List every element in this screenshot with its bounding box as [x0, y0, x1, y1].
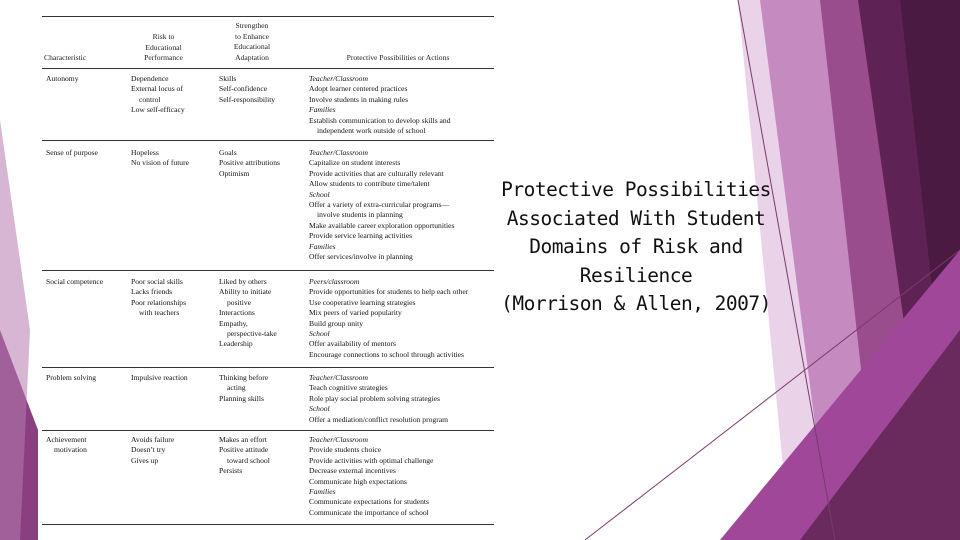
row-autonomy-strengthen: [219, 74, 275, 105]
resilience-table: [38, 0, 498, 530]
cell-line: with teachers: [139, 308, 180, 318]
row-problem-characteristic: Problem solving: [46, 373, 96, 382]
action-item: Communicate expectations for students: [309, 497, 429, 507]
action-item: Provide activities that are culturally relevant: [309, 168, 444, 178]
cell-line: Self-confidence: [219, 84, 268, 94]
cell-line: Gives up: [131, 455, 159, 465]
row-social-characteristic: Social competence: [46, 277, 104, 286]
row-purpose-strengthen: [219, 148, 280, 179]
cell-line: Doesn’t try: [131, 445, 166, 455]
cell-line: Positive attributions: [219, 158, 280, 168]
action-item: Teach cognitive strategies: [309, 383, 388, 393]
action-item: Role play social problem solving strategies: [309, 393, 440, 403]
action-group-heading: Families: [309, 105, 336, 115]
row-achievement-risk: [131, 435, 174, 466]
cell-line: External locus of: [131, 84, 183, 94]
row-problem-actions: [309, 373, 448, 425]
action-item: Provide activities with optimal challenge: [309, 455, 434, 465]
cell-line: perspective-take: [227, 329, 277, 339]
cell-line: Skills: [219, 74, 237, 83]
cell-line: Makes an effort: [219, 435, 267, 444]
action-item: Establish communication to develop skills and: [309, 115, 451, 125]
table-bottom-rule: [42, 524, 494, 525]
header-characteristic: Characteristic: [44, 53, 87, 62]
cell-line: motivation: [54, 445, 87, 455]
title-line: (Morrison & Allen, 2007): [501, 292, 771, 315]
action-item: Provide opportunities for students to help each other: [309, 287, 469, 297]
action-item: Mix peers of varied popularity: [309, 308, 402, 318]
row-purpose-characteristic: Sense of purpose: [46, 148, 98, 157]
row-purpose-actions: [309, 148, 455, 262]
row-social-risk: [131, 277, 186, 319]
row-autonomy-actions: [309, 74, 451, 136]
header-rule: [42, 68, 494, 69]
row-social-strengthen: [219, 277, 277, 350]
row-purpose-risk: [131, 148, 189, 169]
row-achievement-strengthen: [219, 435, 270, 477]
cell-line: Persists: [219, 466, 243, 476]
cell-line: Low self-efficacy: [131, 105, 185, 115]
table-top-rule: [42, 16, 494, 17]
cell-line: Dependence: [131, 74, 169, 83]
action-item: Offer availability of mentors: [309, 339, 396, 349]
action-item: Communicate the importance of school: [309, 507, 429, 517]
action-item: Offer a mediation/conflict resolution program: [309, 414, 449, 424]
action-group-heading: Teacher/Classroom: [309, 148, 368, 157]
action-item: Offer services/involve in planning: [309, 252, 413, 262]
cell-line: Avoids failure: [131, 435, 175, 444]
cell-line: Positive attitude: [219, 445, 269, 455]
action-group-heading: Families: [309, 241, 336, 251]
row-achievement-characteristic: [46, 435, 87, 456]
cell-line: Goals: [219, 148, 237, 157]
title-line: Resilience: [579, 263, 693, 287]
action-item: independent work outside of school: [317, 126, 426, 136]
cell-line: Planning skills: [219, 393, 264, 403]
cell-line: Hopeless: [131, 148, 159, 157]
row-social-actions: [309, 277, 468, 360]
cell-line: Impulsive reaction: [131, 373, 188, 382]
header-risk: Risk to Educational Performance: [144, 32, 183, 62]
action-group-heading: School: [309, 329, 330, 339]
action-item: Allow students to contribute time/talent: [309, 179, 430, 189]
cell-line: Thinking before: [219, 373, 269, 382]
action-group-heading: Teacher/Classroom: [309, 435, 368, 444]
action-item: Build group unity: [309, 318, 364, 328]
row-problem-strengthen: [219, 373, 268, 404]
action-item: Make available career exploration opportunities: [309, 220, 455, 230]
cell-line: Self-responsibility: [219, 94, 276, 104]
action-item: Adopt learner centered practices: [309, 84, 408, 94]
action-item: Decrease external incentives: [309, 466, 396, 476]
row-rule: [42, 140, 494, 141]
action-group-heading: Teacher/Classroom: [309, 373, 368, 382]
action-group-heading: Peers/classroom: [309, 277, 360, 286]
title-line: Associated With Student: [506, 206, 766, 230]
cell-line: acting: [227, 383, 246, 393]
header-strengthen: Strengthen to Enhance Educational Adaptation: [233, 21, 271, 62]
row-achievement-actions: [309, 435, 433, 518]
action-group-heading: School: [309, 404, 330, 414]
cell-line: No vision of future: [131, 158, 189, 168]
header-actions: Protective Possibilities or Actions: [346, 53, 450, 62]
action-group-heading: School: [309, 189, 330, 199]
slide-title: [500, 176, 772, 319]
cell-line: control: [139, 94, 161, 104]
cell-line: Poor relationships: [131, 297, 187, 307]
title-line: Domains of Risk and: [529, 235, 743, 258]
row-rule: [42, 430, 494, 431]
cell-line: toward school: [227, 455, 270, 465]
action-item: Encourage connections to school through activities: [309, 349, 464, 359]
action-item: Communicate high expectations: [309, 476, 407, 486]
row-autonomy-characteristic: Autonomy: [46, 74, 79, 83]
cell-line: Achievement: [46, 435, 87, 444]
cell-line: Poor social skills: [131, 277, 183, 286]
cell-line: Optimism: [219, 168, 250, 178]
row-rule: [42, 270, 494, 271]
action-group-heading: Teacher/Classroom: [309, 74, 368, 83]
title-line: Protective Possibilities: [501, 178, 771, 201]
action-item: Provide service learning activities: [309, 231, 413, 241]
action-item: Involve students in making rules: [309, 94, 409, 104]
action-item: Offer a variety of extra-curricular programs—: [309, 200, 450, 210]
row-autonomy-risk: [131, 74, 185, 116]
cell-line: positive: [227, 297, 252, 307]
action-item: Capitalize on student interests: [309, 158, 401, 168]
cell-line: Lacks friends: [131, 287, 173, 297]
row-rule: [42, 367, 494, 368]
cell-line: Liked by others: [219, 277, 267, 286]
cell-line: Empathy,: [219, 318, 248, 328]
cell-line: Leadership: [219, 339, 253, 349]
action-item: involve students in planning: [317, 210, 403, 220]
action-group-heading: Families: [309, 487, 336, 497]
action-item: Use cooperative learning strategies: [309, 297, 416, 307]
cell-line: Ability to initiate: [219, 287, 272, 297]
row-problem-risk: [131, 373, 188, 383]
cell-line: Interactions: [219, 308, 255, 318]
action-item: Provide students choice: [309, 445, 382, 455]
